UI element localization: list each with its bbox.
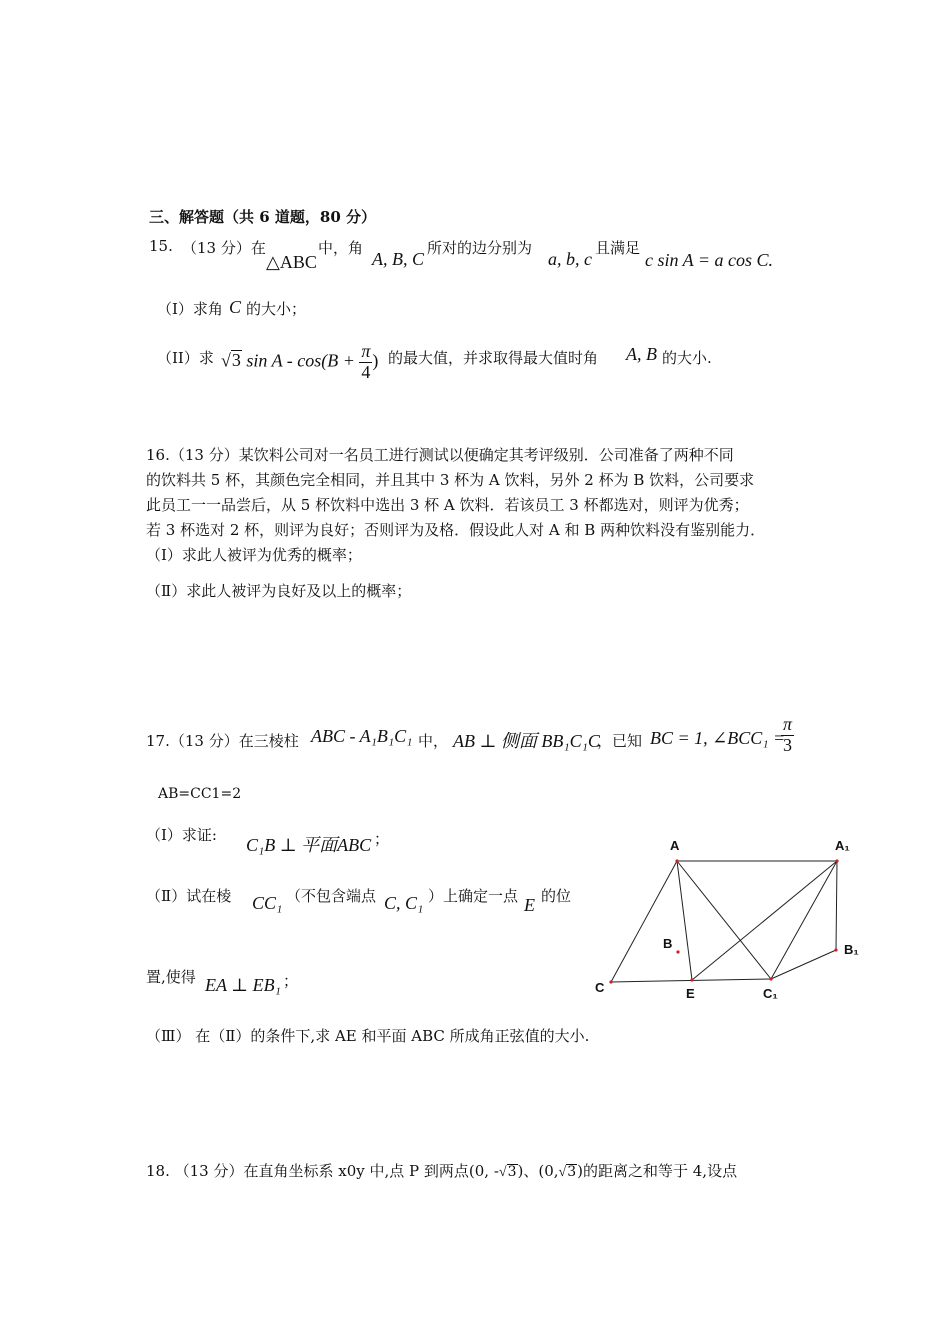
q15-part2-prefix: （II）求	[157, 349, 214, 367]
q16-line1: 16.（13 分）某饮料公司对一名员工进行测试以便确定其考评级别．公司准备了两种不同	[146, 446, 734, 464]
q17-part2-point: E	[524, 895, 535, 915]
q17-part2-line2-suffix: ；	[283, 972, 299, 990]
q15-expr1: sin A - cos(B +	[246, 350, 355, 371]
q15-sides: a, b, c	[548, 249, 592, 269]
q15-part2-suffix: 的最大值，并求取得最大值时角	[388, 349, 599, 367]
point-c1	[769, 977, 772, 980]
label-c: C	[595, 980, 605, 995]
q17-prism: ABC - A₁B₁C₁	[311, 726, 413, 746]
q15-number: 15.	[149, 237, 173, 255]
point-a1	[835, 859, 838, 862]
label-a1: A₁	[835, 838, 850, 853]
q15-triangle: △ABC	[266, 252, 317, 272]
q15-text-mid3: 且满足	[595, 239, 641, 257]
point-b	[676, 950, 679, 953]
q17-part1-prefix: （Ⅰ）求证:	[146, 826, 217, 844]
q17-part1-suffix: ；	[374, 830, 390, 848]
q17-given2: AB=CC1=2	[158, 786, 242, 802]
label-a: A	[670, 838, 680, 853]
q15-part2-end: 的大小.	[662, 349, 712, 367]
edge-a-c1	[677, 861, 771, 979]
edge-c1-b1	[771, 950, 836, 979]
label-c1: C₁	[763, 986, 778, 1001]
q16-part2: （Ⅱ）求此人被评为良好及以上的概率；	[146, 582, 412, 600]
q17-part2-line2-prefix: 置,使得	[146, 968, 196, 986]
q17-fraction	[781, 715, 794, 756]
q15-sqrt-radicand: 3	[231, 350, 241, 371]
q18-sqrt1: 3	[507, 1164, 517, 1180]
point-e	[690, 978, 693, 981]
section-title: 三、解答题（共 6 道题，80 分）	[149, 208, 376, 226]
q15-frac-num: π	[361, 341, 371, 361]
q16-line2: 的饮料共 5 杯，其颜色完全相同，并且其中 3 杯为 A 饮料，另外 2 杯为 B 饮料，公司要求	[146, 471, 755, 489]
q15-part1-var: C	[229, 297, 242, 317]
q17-part2-suffix: 的位	[541, 887, 572, 905]
q17-prefix: 17.（13 分）在三棱柱	[146, 732, 299, 750]
q18-line: 18. （13 分）在直角坐标系 x0y 中,点 P 到两点(0, -√3)、(0,√3)的距离之和等于 4,设点	[146, 1162, 738, 1180]
label-e: E	[686, 986, 695, 1001]
q15-condition: c sin A = a cos C.	[645, 250, 773, 270]
edge-a1-c1	[771, 861, 837, 979]
q17-given: BC = 1, ∠BCC₁ =	[650, 728, 786, 748]
q17-perp: AB ⊥ 侧面 BB₁C₁C	[453, 731, 600, 751]
q15-angles: A, B, C	[372, 249, 424, 269]
q17-part1-expr: C₁B ⊥ 平面ABC	[246, 835, 372, 855]
q17-part3: （Ⅲ） 在（Ⅱ）的条件下,求 AE 和平面 ABC 所成角正弦值的大小.	[146, 1027, 590, 1045]
q15-part1-suffix: 的大小；	[246, 300, 307, 318]
q15-text-mid2: 所对的边分别为	[427, 239, 533, 257]
q17-mid2: ，已知	[597, 732, 643, 750]
q18-mid: )、(0,	[517, 1162, 559, 1180]
point-c	[609, 980, 612, 983]
q17-frac-den: 3	[783, 734, 793, 755]
edge-b1-a1	[836, 861, 837, 950]
prism-figure	[590, 830, 880, 1010]
edge-a-c	[611, 861, 677, 982]
q15-points: （13 分）在	[182, 239, 266, 257]
q15-text-mid1: 中，角	[318, 239, 364, 257]
q18-sqrt2: 3	[567, 1164, 577, 1180]
q16-line4: 若 3 杯选对 2 杯，则评为良好；否则评为及格．假设此人对 A 和 B 两种饮料没有鉴别能力．	[146, 521, 766, 539]
q17-part2-prefix: （Ⅱ）试在棱	[146, 887, 232, 905]
q15-part1-prefix: （I）求角	[157, 300, 223, 318]
label-b: B	[663, 936, 673, 951]
q17-part2-line2-expr: EA ⊥ EB₁	[205, 975, 281, 995]
q17-mid1: 中，	[418, 732, 449, 750]
q15-part2-expression: √3 sin A - cos(B + $\frac{\pi}{4}$ )	[221, 341, 379, 382]
q17-part2-mid2: ）上确定一点	[428, 887, 519, 905]
q18-suffix: )的距离之和等于 4,设点	[577, 1162, 738, 1180]
q17-part2-pts: C, C₁	[384, 893, 424, 913]
q16-part1: （Ⅰ）求此人被评为优秀的概率；	[146, 546, 362, 564]
edge-e-a1	[692, 861, 837, 980]
edge-a-e	[677, 861, 692, 980]
q17-frac-num: π	[783, 714, 793, 734]
q15-frac-den: 4	[361, 361, 371, 382]
q16-line3: 此员工一一品尝后，从 5 杯饮料中选出 3 杯 A 饮料．若该员工 3 杯都选对，则评为优秀；	[146, 496, 749, 514]
point-b1	[834, 948, 837, 951]
q15-expr2: )	[372, 350, 379, 371]
q17-part2-mid: （不包含端点	[286, 887, 377, 905]
q15-fraction	[359, 342, 372, 383]
label-b1: B₁	[844, 942, 859, 957]
point-a	[675, 859, 678, 862]
q15-part2-vars: A, B	[626, 344, 657, 364]
q17-part2-edge: CC₁	[252, 893, 283, 913]
q18-prefix: 18. （13 分）在直角坐标系 x0y 中,点 P 到两点(0, -	[146, 1162, 499, 1180]
